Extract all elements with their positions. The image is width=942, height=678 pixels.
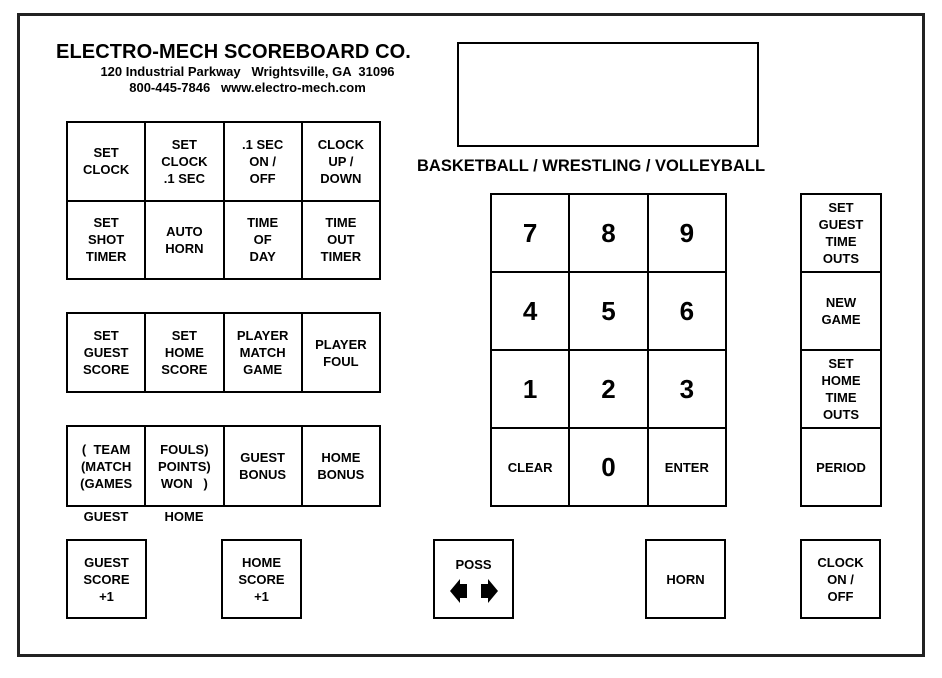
- set-clock-tenth-button[interactable]: SET CLOCK .1 SEC: [145, 122, 223, 201]
- sport-label: BASKETBALL / WRESTLING / VOLLEYBALL: [417, 157, 766, 175]
- tenth-sec-toggle-button[interactable]: .1 SEC ON / OFF: [224, 122, 302, 201]
- key-2[interactable]: 2: [569, 350, 647, 428]
- company-name: ELECTRO-MECH SCOREBOARD CO.: [56, 41, 411, 63]
- clock-up-down-button[interactable]: CLOCK UP / DOWN: [302, 122, 380, 201]
- key-7[interactable]: 7: [491, 194, 569, 272]
- key-4[interactable]: 4: [491, 272, 569, 350]
- team-key-group: [66, 425, 381, 507]
- key-5[interactable]: 5: [569, 272, 647, 350]
- display-window: [457, 42, 759, 147]
- arrow-right-icon: [480, 579, 498, 603]
- key-6[interactable]: 6: [648, 272, 726, 350]
- numeric-keypad: [490, 193, 727, 507]
- guest-score-plus-one-button[interactable]: GUEST SCORE +1: [66, 539, 147, 619]
- player-match-game-button[interactable]: PLAYER MATCH GAME: [224, 313, 302, 392]
- key-1[interactable]: 1: [491, 350, 569, 428]
- set-clock-button[interactable]: SET CLOCK: [67, 122, 145, 201]
- guest-bonus-button[interactable]: GUEST BONUS: [224, 426, 302, 506]
- side-key-group: [800, 193, 882, 507]
- set-guest-score-button[interactable]: SET GUEST SCORE: [67, 313, 145, 392]
- clock-key-group: [66, 121, 381, 280]
- arrow-left-icon: [450, 579, 468, 603]
- set-home-time-outs-button[interactable]: SET HOME TIME OUTS: [801, 350, 881, 428]
- key-3[interactable]: 3: [648, 350, 726, 428]
- enter-button[interactable]: ENTER: [648, 428, 726, 506]
- possession-label: POSS: [455, 556, 492, 572]
- key-9[interactable]: 9: [648, 194, 726, 272]
- new-game-button[interactable]: NEW GAME: [801, 272, 881, 350]
- set-shot-timer-button[interactable]: SET SHOT TIMER: [67, 201, 145, 280]
- key-0[interactable]: 0: [569, 428, 647, 506]
- player-foul-button[interactable]: PLAYER FOUL: [302, 313, 380, 392]
- guest-team-button[interactable]: ( TEAM (MATCH (GAMES: [67, 426, 145, 506]
- home-column-label: HOME: [164, 509, 204, 524]
- clear-button[interactable]: CLEAR: [491, 428, 569, 506]
- home-score-plus-one-button[interactable]: HOME SCORE +1: [221, 539, 302, 619]
- horn-button[interactable]: HORN: [645, 539, 726, 619]
- set-guest-time-outs-button[interactable]: SET GUEST TIME OUTS: [801, 194, 881, 272]
- clock-on-off-button[interactable]: CLOCK ON / OFF: [800, 539, 881, 619]
- score-key-group: [66, 312, 381, 393]
- possession-button[interactable]: [433, 539, 514, 619]
- time-out-timer-button[interactable]: TIME OUT TIMER: [302, 201, 380, 280]
- company-address: 120 Industrial Parkway Wrightsville, GA 31096: [100, 64, 395, 79]
- period-button[interactable]: PERIOD: [801, 428, 881, 506]
- set-home-score-button[interactable]: SET HOME SCORE: [145, 313, 223, 392]
- home-team-button[interactable]: FOULS) POINTS) WON ): [145, 426, 223, 506]
- home-bonus-button[interactable]: HOME BONUS: [302, 426, 380, 506]
- company-contact: 800-445-7846 www.electro-mech.com: [129, 80, 366, 95]
- auto-horn-button[interactable]: AUTO HORN: [145, 201, 223, 280]
- time-of-day-button[interactable]: TIME OF DAY: [224, 201, 302, 280]
- guest-column-label: GUEST: [83, 509, 129, 524]
- key-8[interactable]: 8: [569, 194, 647, 272]
